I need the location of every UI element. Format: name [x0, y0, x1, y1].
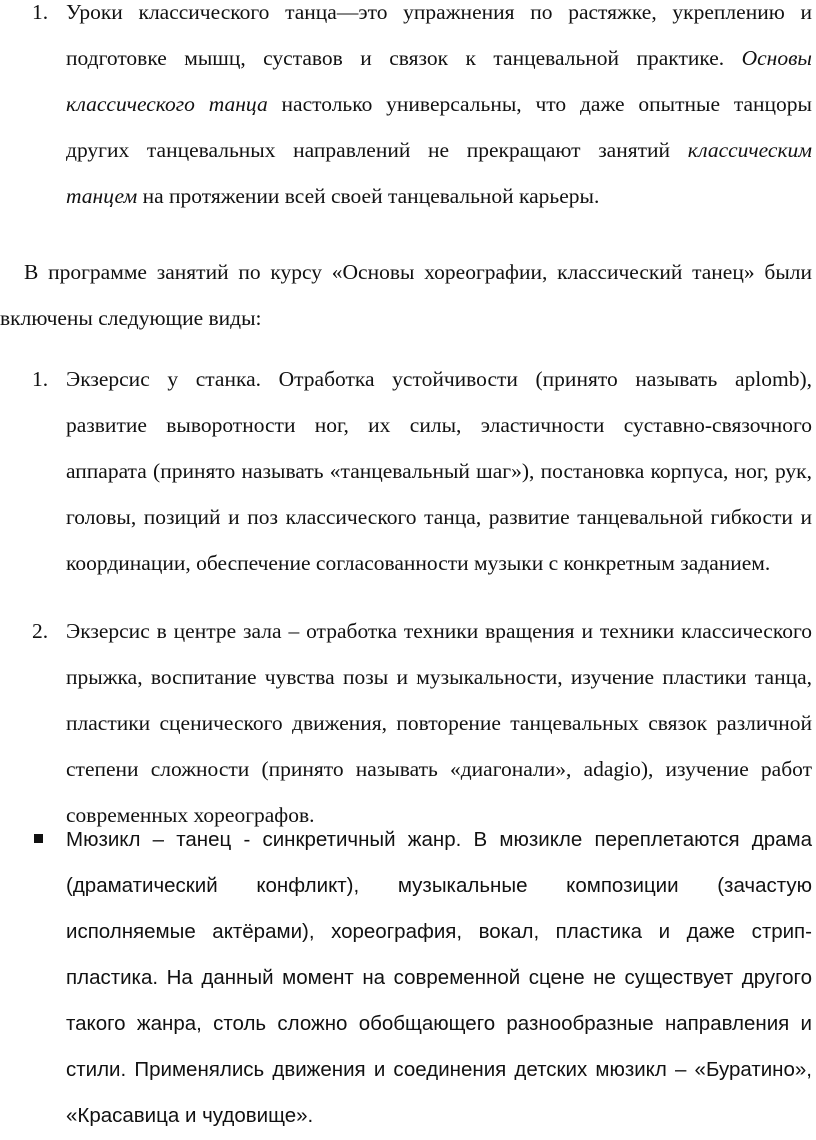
item-text: Уроки классического танца—это упражнения по растяжке, укреплению и подготовке мышц, суставов и связок к танцевальной практике.: [66, 0, 812, 70]
item-text: настолько универсальны, что даже опытные танцоры других танцевальных направлений не прекращают занятий: [66, 92, 812, 162]
list-number: 1.: [32, 0, 49, 24]
list-number: 1.: [32, 367, 49, 391]
italic-text: Основы классического танца: [66, 46, 812, 116]
list-item-classical-lessons: [66, 0, 812, 219]
item-text: на протяжении всей своей танцевальной карьеры.: [137, 184, 600, 208]
list-item-barre-exercise: Экзерсис у станка. Отработка устойчивости (принято называть aplomb), развитие выворотности ног, их силы, эластичности суставно-связочного аппарата (принято называть «танцевальный шаг»), постановка корпуса, ног, рук, головы, позиций и поз классического танца, развитие танцевальной гибкости и координации, обеспечение согласованности музыки с конкретным заданием.: [66, 367, 812, 575]
square-bullet-icon: [34, 834, 43, 843]
intro-paragraph: В программе занятий по курсу «Основы хореографии, классический танец» были включены следующие виды:: [0, 260, 812, 330]
list-number: 2.: [32, 619, 49, 643]
list-item-musical: Мюзикл – танец - синкретичный жанр. В мюзикле переплетаются драма (драматический конфликт), музыкальные композиции (зачастую исполняемые актёрами), хореография, вокал, пластика и даже стрип-пластика. На данный момент на современной сцене не существует другого такого жанра, столь сложно обобщающего разнообразные направления и стили. Применялись движения и соединения детских мюзикл – «Буратино», «Красавица и чудовище».: [66, 828, 812, 1127]
italic-text: классическим танцем: [66, 138, 812, 208]
list-item-center-exercise: Экзерсис в центре зала – отработка техники вращения и техники классического прыжка, воспитание чувства позы и музыкальности, изучение пластики танца, пластики сценического движения, повторение танцевальных связок различной степени сложности (принято называть «диагонали», adagio), изучение работ современных хореографов.: [66, 619, 812, 827]
